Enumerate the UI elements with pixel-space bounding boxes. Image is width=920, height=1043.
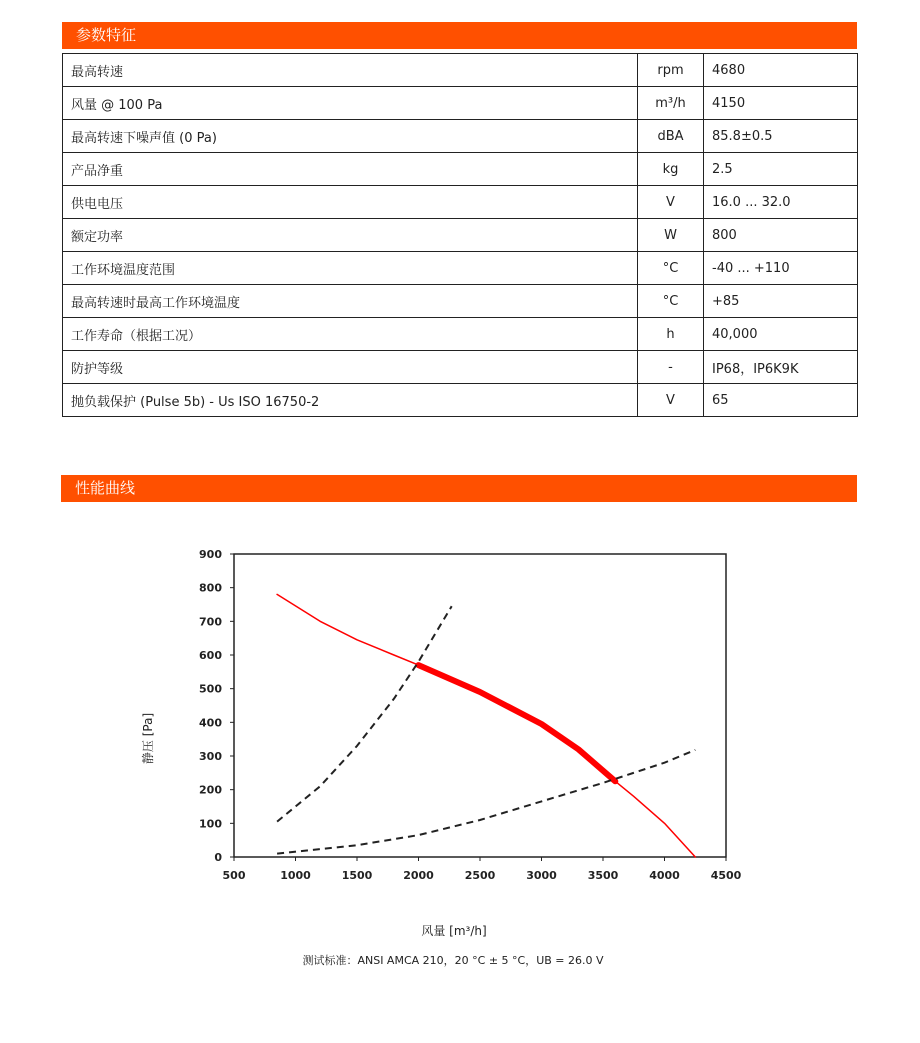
- spec-table: [62, 53, 858, 417]
- spec-name-cell: 工作环境温度范围: [63, 252, 638, 285]
- spec-value-cell: 800: [704, 219, 858, 252]
- spec-name-cell: 工作寿命（根据工况）: [63, 318, 638, 351]
- spec-row: [63, 384, 858, 417]
- spec-value-cell: IP68，IP6K9K: [704, 351, 858, 384]
- spec-name-cell: 产品净重: [63, 153, 638, 186]
- x-tick-label: 4000: [649, 869, 680, 882]
- spec-name-cell: 最高转速时最高工作环境温度: [63, 285, 638, 318]
- spec-value-cell: 4680: [704, 54, 858, 87]
- y-tick-label: 600: [199, 649, 222, 662]
- spec-name-cell: 抛负载保护 (Pulse 5b) - Us ISO 16750-2: [63, 384, 638, 417]
- spec-row: [63, 87, 858, 120]
- curve-section-title: 性能曲线: [75, 479, 136, 497]
- x-tick-label: 3500: [587, 869, 619, 882]
- spec-row: [63, 351, 858, 384]
- spec-unit-cell: W: [638, 219, 704, 252]
- spec-value-cell: 65: [704, 384, 858, 417]
- spec-row: [63, 54, 858, 87]
- spec-value-cell: 40,000: [704, 318, 858, 351]
- spec-unit-cell: kg: [638, 153, 704, 186]
- spec-name-cell: 额定功率: [63, 219, 638, 252]
- y-axis-label: 静压 [Pa]: [141, 712, 155, 765]
- spec-unit-cell: V: [638, 186, 704, 219]
- y-tick-label: 300: [199, 750, 222, 763]
- spec-unit-cell: °C: [638, 285, 704, 318]
- y-tick-label: 500: [199, 682, 222, 696]
- spec-value-cell: -40 ... +110: [704, 252, 858, 285]
- spec-section-header: [62, 22, 857, 49]
- spec-row: [63, 252, 858, 285]
- test-standard-note: 测试标准：ANSI AMCA 210，20 °C ± 5 °C，UB = 26.0 V: [302, 954, 604, 967]
- performance-chart: [0, 520, 920, 950]
- x-tick-label: 500: [222, 869, 246, 882]
- spec-unit-cell: V: [638, 384, 704, 417]
- spec-value-cell: +85: [704, 285, 858, 318]
- x-tick-label: 1500: [341, 869, 373, 882]
- x-axis-label: 风量 [m³/h]: [421, 924, 487, 938]
- spec-unit-cell: dBA: [638, 120, 704, 153]
- spec-unit-cell: °C: [638, 252, 704, 285]
- spec-row: [63, 285, 858, 318]
- y-tick-label: 700: [199, 615, 222, 629]
- spec-name-cell: 最高转速下噪声值 (0 Pa): [63, 120, 638, 153]
- spec-row: [63, 318, 858, 351]
- spec-value-cell: 4150: [704, 87, 858, 120]
- spec-name-cell: 供电电压: [63, 186, 638, 219]
- spec-unit-cell: -: [638, 351, 704, 384]
- y-tick-label: 0: [214, 851, 222, 864]
- x-tick-label: 4500: [710, 869, 742, 882]
- y-tick-label: 900: [199, 548, 222, 561]
- x-tick-label: 1000: [280, 869, 311, 882]
- spec-row: [63, 219, 858, 252]
- spec-unit-cell: h: [638, 318, 704, 351]
- spec-value-cell: 2.5: [704, 153, 858, 186]
- spec-unit-cell: rpm: [638, 54, 704, 87]
- spec-row: [63, 120, 858, 153]
- y-tick-label: 200: [199, 783, 222, 797]
- spec-value-cell: 16.0 ... 32.0: [704, 186, 858, 219]
- spec-name-cell: 最高转速: [63, 54, 638, 87]
- curve-section-header: [61, 475, 857, 502]
- spec-unit-cell: m³/h: [638, 87, 704, 120]
- spec-name-cell: 风量 @ 100 Pa: [63, 87, 638, 120]
- spec-name-cell: 防护等级: [63, 351, 638, 384]
- spec-row: [63, 186, 858, 219]
- x-tick-label: 3000: [526, 869, 557, 882]
- fan-curve-line: [277, 594, 695, 857]
- spec-value-cell: 85.8±0.5: [704, 120, 858, 153]
- x-tick-label: 2500: [464, 869, 496, 882]
- spec-row: [63, 153, 858, 186]
- system-curve-line: [277, 606, 452, 821]
- operating-range-curve: [419, 665, 616, 781]
- x-tick-label: 2000: [403, 869, 434, 882]
- y-tick-label: 100: [199, 817, 222, 831]
- y-tick-label: 800: [199, 581, 222, 595]
- spec-section-title: 参数特征: [76, 26, 137, 44]
- y-tick-label: 400: [199, 716, 222, 730]
